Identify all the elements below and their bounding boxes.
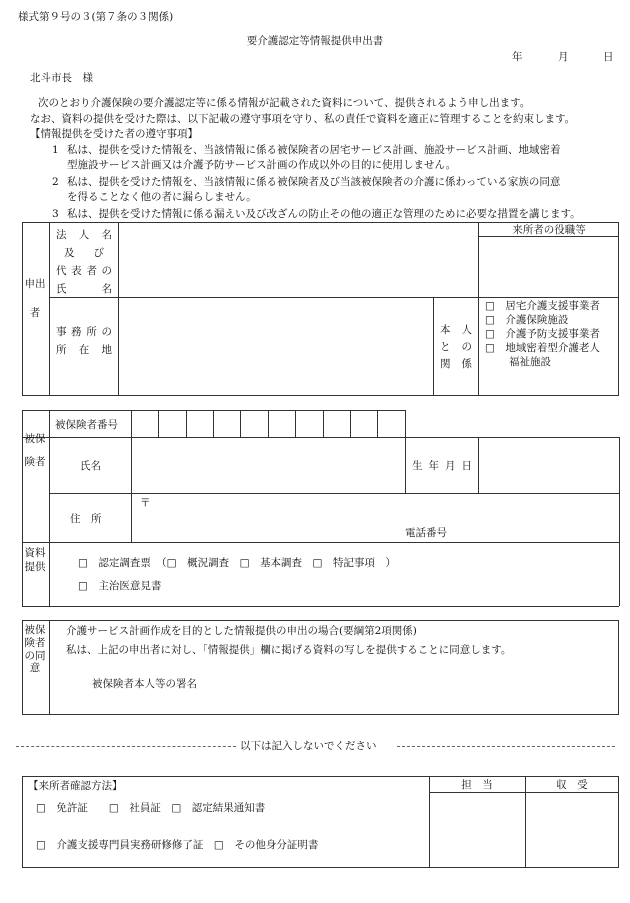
verify-line-1: □ 免許証 □ 社員証 □ 認定結果通知書 [36, 802, 266, 814]
office-use-divider: 以下は記入しないでください [240, 740, 377, 752]
role-options: □ 居宅介護支援事業者 □ 介護保険施設 □ 介護予防支援事業者 □ 地域密着型介護老人 福祉施設 [485, 300, 600, 368]
office-address-label: 事務所の 所在地 [56, 326, 112, 356]
consent-line-1: 介護サービス計画作成を目的とした情報提供の申出の場合(要綱第2項関係) [66, 625, 417, 637]
special-checkbox[interactable]: □ [312, 557, 323, 569]
rule-2-line-2: を得ることなく他の者に漏らしません。 [67, 191, 257, 203]
other-id-checkbox[interactable]: □ [213, 839, 224, 851]
doctor-opinion-checkbox[interactable]: □ [78, 580, 88, 592]
date-day: 日 [603, 51, 614, 63]
birth-date-label: 生年月日 [412, 460, 472, 472]
rules-heading: 【情報提供を受けた者の遵守事項】 [30, 128, 198, 140]
address-label: 住 所 [70, 513, 102, 525]
intro-line-1: 次のとおり介護保険の要介護認定等に係る情報が記載された資料について、提供されるよう申し出ます。 [38, 97, 531, 109]
rule-1-line-2: 型施設サービス計画又は介護予防サービス計画の作成以外の目的に使用しません。 [67, 159, 457, 171]
cert-notice-checkbox[interactable]: □ [171, 802, 182, 814]
corp-label: 法人名 及び 代表者の 氏名 [56, 229, 112, 295]
rule-3-num: 3 [52, 208, 59, 220]
addressee: 北斗市長 様 [30, 72, 93, 84]
verify-line-2: □ 介護支援専門員実務研修修了証 □ その他身分証明書 [36, 839, 319, 851]
basic-checkbox[interactable]: □ [239, 557, 250, 569]
materials-line-1: □ 認定調査票 （□ 概況調査 □ 基本調査 □ 特記事項 ） [78, 557, 396, 569]
staff-label: 担 当 [461, 779, 493, 791]
rule-3-line-1: 私は、提供を受けた情報に係る漏えい及び改ざんの防止その他の適正な管理のために必要な措置を講じます。 [67, 208, 581, 220]
signature-label: 被保険者本人等の署名 [92, 678, 197, 690]
rule-1-num: 1 [52, 144, 59, 156]
role-header: 来所者の役職等 [512, 224, 586, 236]
verify-heading: 【来所者確認方法】 [28, 780, 123, 792]
survey-checkbox[interactable]: □ [78, 557, 88, 569]
postal-mark: 〒 [140, 497, 151, 509]
consent-line-2: 私は、上記の申出者に対し、「情報提供」欄に掲げる資料の写しを提供することに同意します。 [66, 644, 512, 656]
materials-line-2: □ 主治医意見書 [78, 580, 162, 592]
consent-section-label: 被保険者の同意 [24, 624, 46, 675]
self-relation-label: 本人 との 関係 [440, 324, 472, 370]
date-year: 年 [512, 51, 523, 63]
receipt-label: 収 受 [556, 779, 588, 791]
role-checkbox-2[interactable]: □ [485, 314, 495, 326]
insured-name-label: 氏名 [80, 460, 101, 472]
phone-label: 電話番号 [405, 527, 447, 539]
license-checkbox[interactable]: □ [36, 802, 46, 814]
rule-2-num: 2 [52, 176, 59, 188]
role-checkbox-1[interactable]: □ [485, 300, 495, 312]
insured-number-label: 被保険者番号 [55, 419, 118, 431]
rule-2-line-1: 私は、提供を受けた情報を、当該情報に係る被保険者及び当該被保険者の介護に係わっている家族の同意 [67, 176, 561, 188]
materials-label: 資料提供 [24, 547, 46, 573]
employee-id-checkbox[interactable]: □ [108, 802, 119, 814]
date-month: 月 [558, 51, 569, 63]
care-manager-checkbox[interactable]: □ [36, 839, 46, 851]
role-checkbox-4[interactable]: □ [485, 342, 495, 354]
applicant-section-label: 申出者 [24, 278, 46, 319]
role-checkbox-3[interactable]: □ [485, 328, 495, 340]
form-title: 要介護認定等情報提供申出書 [246, 35, 384, 47]
overview-checkbox[interactable]: □ [166, 557, 177, 569]
intro-line-2: なお、資料の提供を受けた際は、以下記載の遵守事項を守り、私の責任で資料を適正に管理することを約束します。 [30, 113, 576, 125]
form-number: 様式第９号の３(第７条の３関係) [18, 11, 174, 23]
rule-1-line-1: 私は、提供を受けた情報を、当該情報に係る被保険者の居宅サービス計画、施設サービス計画、地域密着 [67, 144, 561, 156]
insured-section-label: 被保険者 [24, 433, 46, 468]
